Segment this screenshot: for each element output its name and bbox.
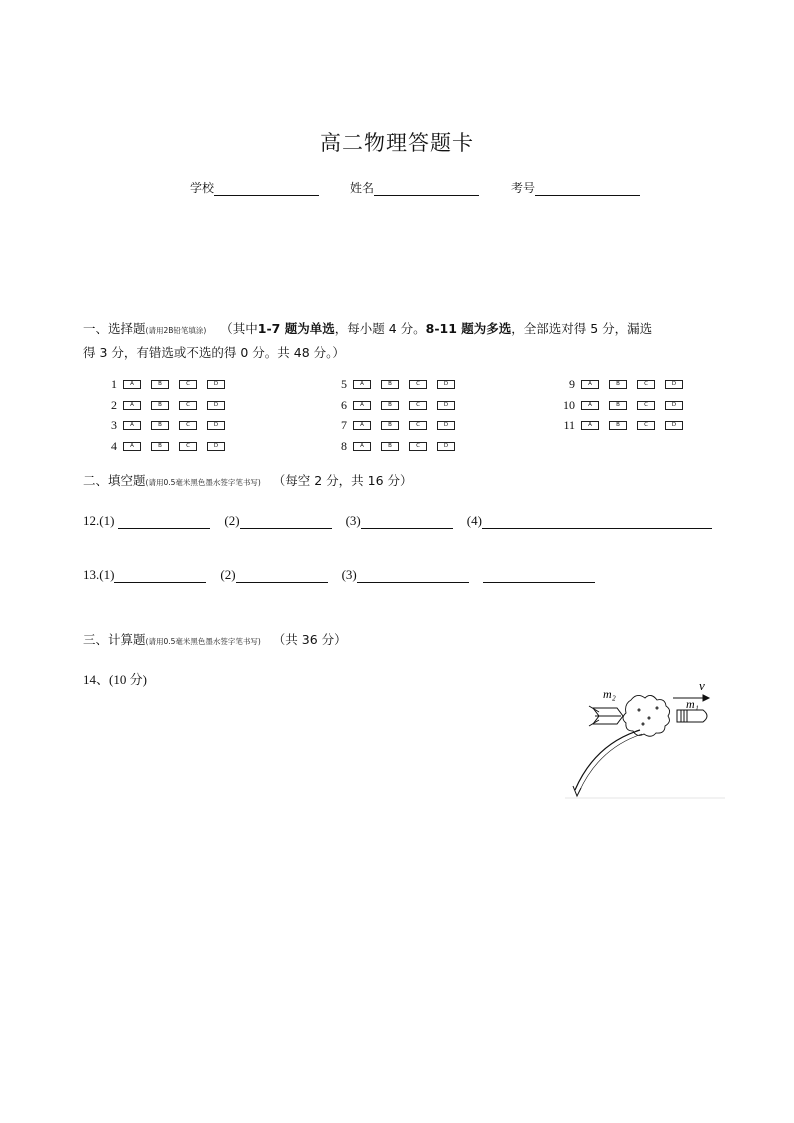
mc-question-row [553,398,693,413]
school-label: 学校 [190,181,215,195]
mc-option-bubble-b[interactable]: B [151,380,169,389]
mc-option-bubble-d[interactable]: D [207,442,225,451]
mc-question-number: 4 [111,439,117,453]
mc-option-bubble-a[interactable]: A [581,401,599,410]
mc-question-row [95,377,235,392]
mc-option-bubble-c[interactable]: C [409,401,427,410]
q12-blank-3[interactable] [361,514,453,529]
mc-question-row [325,377,465,392]
mc-option-bubble-d[interactable]: D [437,401,455,410]
mc-option-bubble-c[interactable]: C [179,380,197,389]
m1-label: m₁ [686,697,699,711]
mc-option-bubble-b[interactable]: B [381,401,399,410]
mc-option-bubble-b[interactable]: B [609,401,627,410]
mc-option-bubble-a[interactable]: A [353,380,371,389]
mc-option-bubble-d[interactable]: D [665,380,683,389]
mc-question-row [553,418,693,433]
question-13-row [83,567,595,583]
section2-heading: 二、填空题 [83,473,146,488]
mc-question-row [325,418,465,433]
mc-question-number: 8 [341,439,347,453]
section1-desc-line2: 得 3 分，有错选或不选的得 0 分。共 48 分。） [83,345,345,360]
mc-option-bubble-a[interactable]: A [581,421,599,430]
mc-option-bubble-d[interactable]: D [207,380,225,389]
mc-question-number: 1 [111,377,117,391]
mc-option-bubble-b[interactable]: B [151,421,169,430]
mc-option-bubble-a[interactable]: A [353,442,371,451]
q13-number: 13. [83,567,100,582]
section1-desc-e: ，全部选对得 5 分，漏选 [511,321,653,336]
q12-b4-label: (4) [466,513,482,528]
mc-question-row [95,398,235,413]
section3-desc: （共 36 分） [272,632,347,647]
mc-question-number: 11 [563,418,575,432]
exam-no-input-line[interactable] [535,181,640,196]
mc-option-bubble-a[interactable]: A [123,380,141,389]
school-field [190,179,319,196]
mc-option-bubble-a[interactable]: A [123,442,141,451]
mc-option-bubble-d[interactable]: D [207,421,225,430]
mc-question-number: 7 [341,418,347,432]
section1-desc-b: 1-7 题为单选 [257,321,335,336]
rocket-separation-figure [565,678,725,800]
q12-blank-2[interactable] [240,514,332,529]
exam-no-field [511,179,640,196]
mc-option-bubble-a[interactable]: A [353,421,371,430]
mc-option-bubble-b[interactable]: B [151,442,169,451]
exam-no-label: 考号 [511,181,536,195]
mc-option-bubble-c[interactable]: C [179,401,197,410]
mc-option-bubble-c[interactable]: C [409,380,427,389]
mc-option-bubble-b[interactable]: B [381,442,399,451]
mc-option-bubble-d[interactable]: D [437,442,455,451]
mc-question-row [553,377,693,392]
name-input-line[interactable] [374,181,479,196]
mc-question-row [95,439,235,454]
section1-desc-a: （其中 [220,321,258,336]
mc-option-bubble-c[interactable]: C [409,421,427,430]
section1-desc-d: 8-11 题为多选 [425,321,512,336]
mc-option-bubble-a[interactable]: A [353,401,371,410]
name-label: 姓名 [350,181,375,195]
mc-option-bubble-c[interactable]: C [637,401,655,410]
q13-blank-1[interactable] [114,568,206,583]
school-input-line[interactable] [214,181,319,196]
mc-option-bubble-c[interactable]: C [179,442,197,451]
mc-question-number: 9 [569,377,575,391]
q13-blank-3[interactable] [357,568,469,583]
mc-option-bubble-b[interactable]: B [151,401,169,410]
mc-question-number: 10 [563,398,575,412]
name-field [350,179,479,196]
mc-option-bubble-c[interactable]: C [409,442,427,451]
section2-note: (请用0.5毫米黑色墨水签字笔书写) [145,478,261,487]
q12-number: 12. [83,513,100,528]
mc-question-number: 2 [111,398,117,412]
mc-question-number: 5 [341,377,347,391]
mc-option-bubble-b[interactable]: B [609,380,627,389]
front-stage-icon [677,710,707,722]
mc-option-bubble-a[interactable]: A [123,421,141,430]
mc-question-row [325,439,465,454]
mc-option-bubble-d[interactable]: D [437,421,455,430]
section3-heading: 三、计算题 [83,632,146,647]
question-12-row [83,513,712,529]
mc-option-bubble-a[interactable]: A [581,380,599,389]
m2-label: m₂ [603,687,616,701]
mc-option-bubble-c[interactable]: C [179,421,197,430]
mc-option-bubble-d[interactable]: D [665,421,683,430]
q13-b1-label: (1) [99,567,115,582]
velocity-label: v [699,678,705,693]
section1-heading: 一、选择题 [83,321,146,336]
section3-header [83,629,347,653]
section1-desc-c: ，每小题 4 分。 [334,321,426,336]
q12-b1-label: (1) [99,513,115,528]
mc-option-bubble-b[interactable]: B [381,380,399,389]
mc-option-bubble-b[interactable]: B [609,421,627,430]
mc-question-row [95,418,235,433]
mc-option-bubble-d[interactable]: D [665,401,683,410]
q12-blank-4[interactable] [482,514,712,529]
q12-blank-1[interactable] [118,514,210,529]
page-title: 高二物理答题卡 [320,131,474,155]
q13-b2-label: (2) [220,567,236,582]
section2-desc: （每空 2 分，共 16 分） [272,473,413,488]
mc-question-number: 6 [341,398,347,412]
q12-b3-label: (3) [345,513,361,528]
q12-b2-label: (2) [224,513,240,528]
section2-header [83,470,413,494]
section3-note: (请用0.5毫米黑色墨水签字笔书写) [145,637,261,646]
section1-note: (请用2B铅笔填涂) [145,326,207,335]
mc-option-bubble-d[interactable]: D [437,380,455,389]
section1-header [83,318,728,364]
q13-blank-4[interactable] [483,568,595,583]
q13-b3-label: (3) [341,567,357,582]
mc-option-bubble-c[interactable]: C [637,380,655,389]
mc-option-bubble-d[interactable]: D [207,401,225,410]
question-14-label: 14、(10 分) [83,672,147,687]
mc-option-bubble-c[interactable]: C [637,421,655,430]
mc-question-number: 3 [111,418,117,432]
mc-option-bubble-b[interactable]: B [381,421,399,430]
mc-option-bubble-a[interactable]: A [123,401,141,410]
mc-question-row [325,398,465,413]
rear-stage-icon [589,706,623,726]
smoke-cloud-icon [623,695,670,736]
q13-blank-2[interactable] [236,568,328,583]
